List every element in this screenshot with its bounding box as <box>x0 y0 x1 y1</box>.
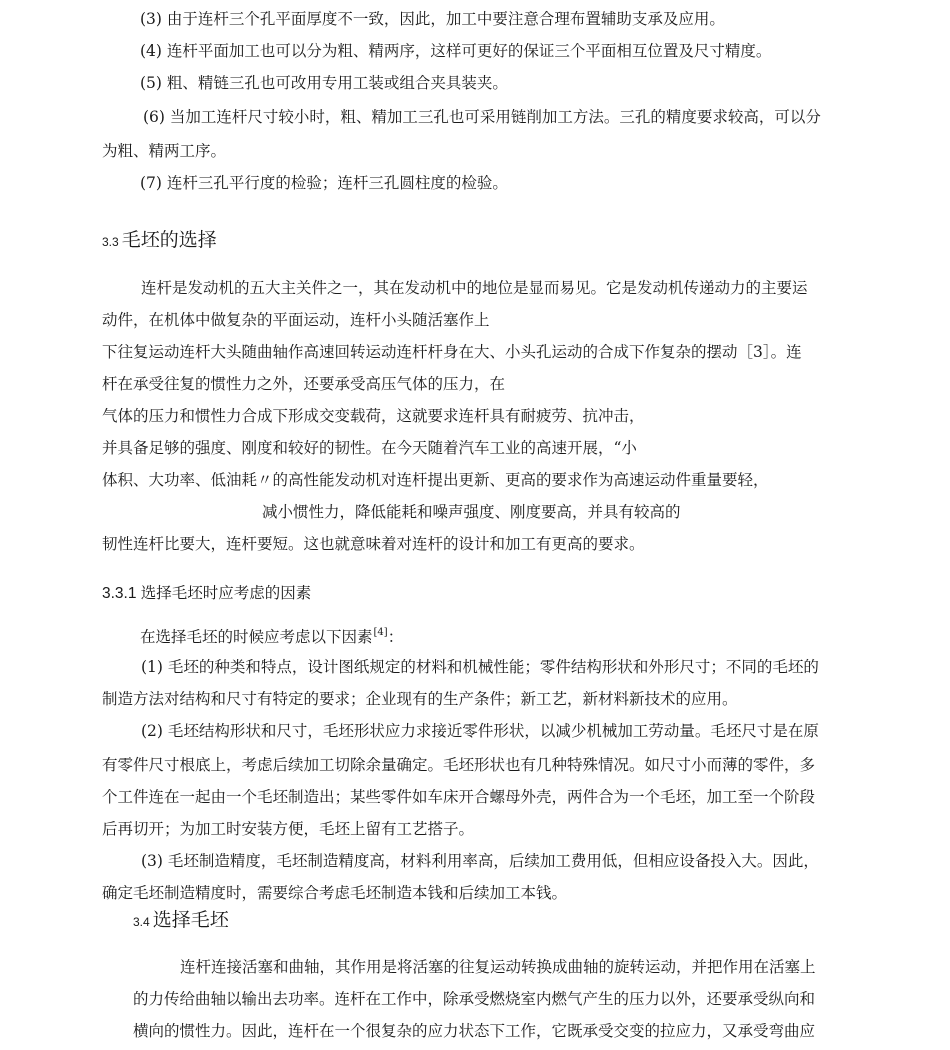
factor-line: (2) 毛坯结构形状和尺寸，毛坯形状应力求接近零件形状，以减少机械加工劳动量。毛坯尺寸是在原 <box>141 722 819 740</box>
paragraph-line: 横向的惯性力。因此，连杆在一个很复杂的应力状态下工作，它既承受交变的拉应力，又承受弯曲应 <box>133 1022 816 1040</box>
paragraph-line: 的力传给曲轴以输出去功率。连杆在工作中，除承受燃烧室内燃气产生的压力以外，还要承受纵向和 <box>133 990 816 1008</box>
section-3-3-1-heading: 3.3.1 选择毛坯时应考虑的因素 <box>102 585 312 602</box>
factor-line: (3) 毛坯制造精度，毛坯制造精度高，材料利用率高，后续加工费用低，但相应设备投入大。因此， <box>141 852 819 870</box>
section-3-4-number: 3.4 <box>133 915 150 929</box>
factor-line: 后再切开；为加工时安装方便，毛坯上留有工艺搭子。 <box>102 820 475 838</box>
citation-ref: [4] <box>373 627 388 638</box>
item-6-text: (6) 当加工连杆尺寸较小时，粗、精加工三孔也可采用链削加工方法。三孔的精度要求较高，可以分 <box>143 108 821 126</box>
paragraph-line: 减小惯性力，降低能耗和噪声强度、刚度要高，并具有较高的 <box>262 503 681 521</box>
paragraph-line: 杆在承受往复的惯性力之外，还要承受高压气体的压力，在 <box>102 375 506 393</box>
factor-line: 个工件连在一起由一个毛坯制造出；某些零件如车床开合螺母外壳，两件合为一个毛坯，加工至一个阶段 <box>102 788 816 806</box>
paragraph-line: 体积、大功率、低油耗〃的高性能发动机对连杆提出更新、更高的要求作为高速运动件重量要轻， <box>102 471 769 489</box>
section-3-3-1-intro <box>140 623 403 647</box>
factor-line: 制造方法对结构和尺寸有特定的要求；企业现有的生产条件；新工艺，新材料新技术的应用。 <box>102 690 738 708</box>
section-3-4-heading <box>133 910 229 932</box>
section-3-3-heading <box>102 230 217 252</box>
paragraph-line: 气体的压力和惯性力合成下形成交变载荷，这就要求连杆具有耐疲劳、抗冲击， <box>102 407 645 425</box>
item-6-text-cont: 为粗、精两工序。 <box>102 142 227 160</box>
intro-text: 在选择毛坯的时候应考虑以下因素 <box>140 628 373 646</box>
factor-line: (1) 毛坯的种类和特点，设计图纸规定的材料和机械性能；零件结构形状和外形尺寸；不同的毛坯的 <box>141 658 819 676</box>
paragraph-line: 下往复运动连杆大头随曲轴作高速回转运动连杆杆身在大、小头孔运动的合成下作复杂的摆动［3］。连 <box>102 343 802 361</box>
item-7-text: (7) 连杆三孔平行度的检验；连杆三孔圆柱度的检验。 <box>140 174 508 192</box>
paragraph-line: 连杆连接活塞和曲轴，其作用是将活塞的往复运动转换成曲轴的旋转运动，并把作用在活塞上 <box>180 958 816 976</box>
paragraph-line: 并具备足够的强度、刚度和较好的韧性。在今天随着汽车工业的高速开展，“小 <box>102 439 637 457</box>
paragraph-line: 韧性连杆比要大，连杆要短。这也就意味着对连杆的设计和加工有更高的要求。 <box>102 535 645 553</box>
paragraph-line: 连杆是发动机的五大主关件之一，其在发动机中的地位是显而易见。它是发动机传递动力的主要运 <box>141 279 808 297</box>
section-3-3-number: 3.3 <box>102 235 119 249</box>
paragraph-line: 动件，在机体中做复杂的平面运动，连杆小头随活塞作上 <box>102 311 490 329</box>
section-3-3-title: 毛坯的选择 <box>121 229 217 251</box>
item-4-text: (4) 连杆平面加工也可以分为粗、精两序，这样可更好的保证三个平面相互位置及尺寸精度。 <box>140 42 772 60</box>
factor-line: 有零件尺寸根底上，考虑后续加工切除余量确定。毛坯形状也有几种特殊情况。如尺寸小而薄的零件，多 <box>102 756 816 774</box>
factor-line: 确定毛坯制造精度时，需要综合考虑毛坯制造本钱和后续加工本钱。 <box>102 884 568 902</box>
item-5-text: (5) 粗、精链三孔也可改用专用工装或组合夹具装夹。 <box>140 74 508 92</box>
intro-tail: ： <box>387 628 404 646</box>
item-3-text: (3) 由于连杆三个孔平面厚度不一致，因此，加工中要注意合理布置辅助支承及应用。 <box>140 10 725 28</box>
section-3-4-title: 选择毛坯 <box>152 909 229 931</box>
